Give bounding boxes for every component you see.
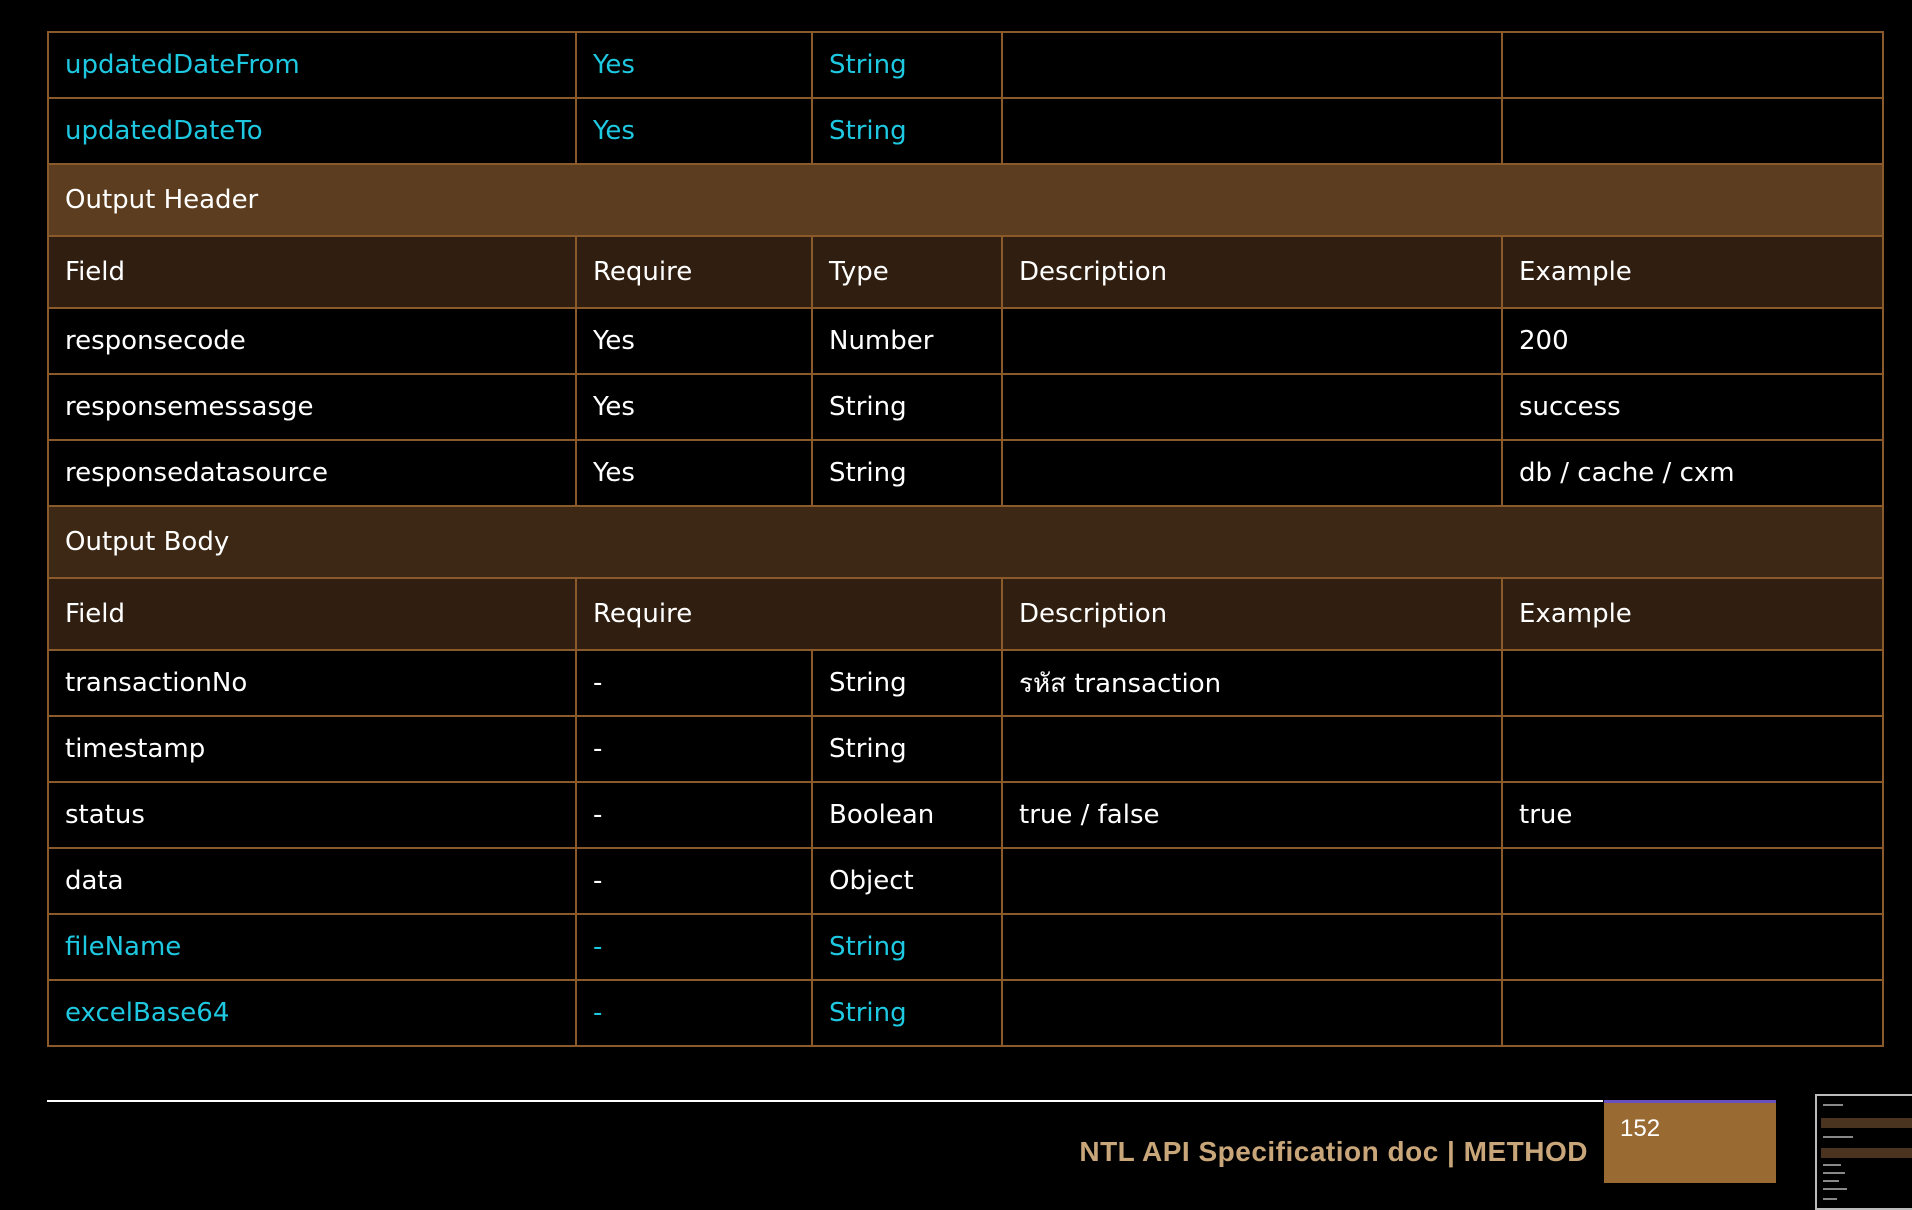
field-cell: updatedDateTo <box>48 98 576 164</box>
field-cell: fileName <box>48 914 576 980</box>
example-cell: success <box>1502 374 1883 440</box>
table-row <box>48 98 1883 164</box>
require-cell: - <box>576 650 812 716</box>
field-cell: updatedDateFrom <box>48 32 576 98</box>
type-cell: String <box>812 98 1002 164</box>
type-cell: Number <box>812 308 1002 374</box>
description-cell: true / false <box>1002 782 1502 848</box>
require-cell: Yes <box>576 374 812 440</box>
type-cell: String <box>812 650 1002 716</box>
description-cell: รหัส transaction <box>1002 650 1502 716</box>
column-header-type: Type <box>812 236 1002 308</box>
type-cell: String <box>812 716 1002 782</box>
footer-divider <box>47 1100 1603 1102</box>
require-cell: Yes <box>576 32 812 98</box>
require-cell: Yes <box>576 98 812 164</box>
table-row <box>48 650 1883 716</box>
type-cell: String <box>812 980 1002 1046</box>
table-row <box>48 716 1883 782</box>
column-header-require: Require <box>576 236 812 308</box>
example-cell <box>1502 914 1883 980</box>
description-cell <box>1002 848 1502 914</box>
description-cell <box>1002 308 1502 374</box>
description-cell <box>1002 440 1502 506</box>
field-cell: data <box>48 848 576 914</box>
example-cell: true <box>1502 782 1883 848</box>
table-row <box>48 440 1883 506</box>
field-cell: excelBase64 <box>48 980 576 1046</box>
table-row <box>48 980 1883 1046</box>
type-cell: Object <box>812 848 1002 914</box>
column-header-example: Example <box>1502 578 1883 650</box>
example-cell <box>1502 650 1883 716</box>
example-cell: 200 <box>1502 308 1883 374</box>
example-cell <box>1502 98 1883 164</box>
require-cell: - <box>576 980 812 1046</box>
document-title: NTL API Specification doc | METHOD <box>1079 1136 1588 1167</box>
require-cell: - <box>576 782 812 848</box>
table-row <box>48 914 1883 980</box>
description-cell <box>1002 374 1502 440</box>
column-header-field: Field <box>48 236 576 308</box>
example-cell <box>1502 32 1883 98</box>
type-cell: String <box>812 32 1002 98</box>
require-cell: - <box>576 716 812 782</box>
page-number: 152 <box>1620 1115 1661 1142</box>
type-cell: String <box>812 440 1002 506</box>
table-row <box>48 848 1883 914</box>
type-cell: Boolean <box>812 782 1002 848</box>
example-cell <box>1502 716 1883 782</box>
page-number-badge <box>1604 1100 1776 1183</box>
column-header-require: Require <box>576 578 1002 650</box>
column-header-row <box>48 578 1883 650</box>
description-cell <box>1002 980 1502 1046</box>
slide-thumbnail[interactable] <box>1815 1094 1912 1210</box>
column-header-row <box>48 236 1883 308</box>
column-header-description: Description <box>1002 236 1502 308</box>
table-row <box>48 782 1883 848</box>
example-cell <box>1502 848 1883 914</box>
description-cell <box>1002 98 1502 164</box>
field-cell: responsecode <box>48 308 576 374</box>
column-header-description: Description <box>1002 578 1502 650</box>
require-cell: - <box>576 848 812 914</box>
api-spec-table <box>47 31 1884 1047</box>
require-cell: Yes <box>576 308 812 374</box>
type-cell: String <box>812 374 1002 440</box>
field-cell: responsemessasge <box>48 374 576 440</box>
description-cell <box>1002 914 1502 980</box>
type-cell: String <box>812 914 1002 980</box>
output-body-section <box>48 506 1883 578</box>
description-cell <box>1002 716 1502 782</box>
column-header-example: Example <box>1502 236 1883 308</box>
table-row <box>48 374 1883 440</box>
section-title: Output Header <box>48 164 1883 236</box>
require-cell: Yes <box>576 440 812 506</box>
table-row <box>48 308 1883 374</box>
description-cell <box>1002 32 1502 98</box>
example-cell: db / cache / cxm <box>1502 440 1883 506</box>
field-cell: status <box>48 782 576 848</box>
output-header-section <box>48 164 1883 236</box>
example-cell <box>1502 980 1883 1046</box>
column-header-field: Field <box>48 578 576 650</box>
field-cell: transactionNo <box>48 650 576 716</box>
field-cell: timestamp <box>48 716 576 782</box>
require-cell: - <box>576 914 812 980</box>
table-row <box>48 32 1883 98</box>
field-cell: responsedatasource <box>48 440 576 506</box>
section-title: Output Body <box>48 506 1883 578</box>
